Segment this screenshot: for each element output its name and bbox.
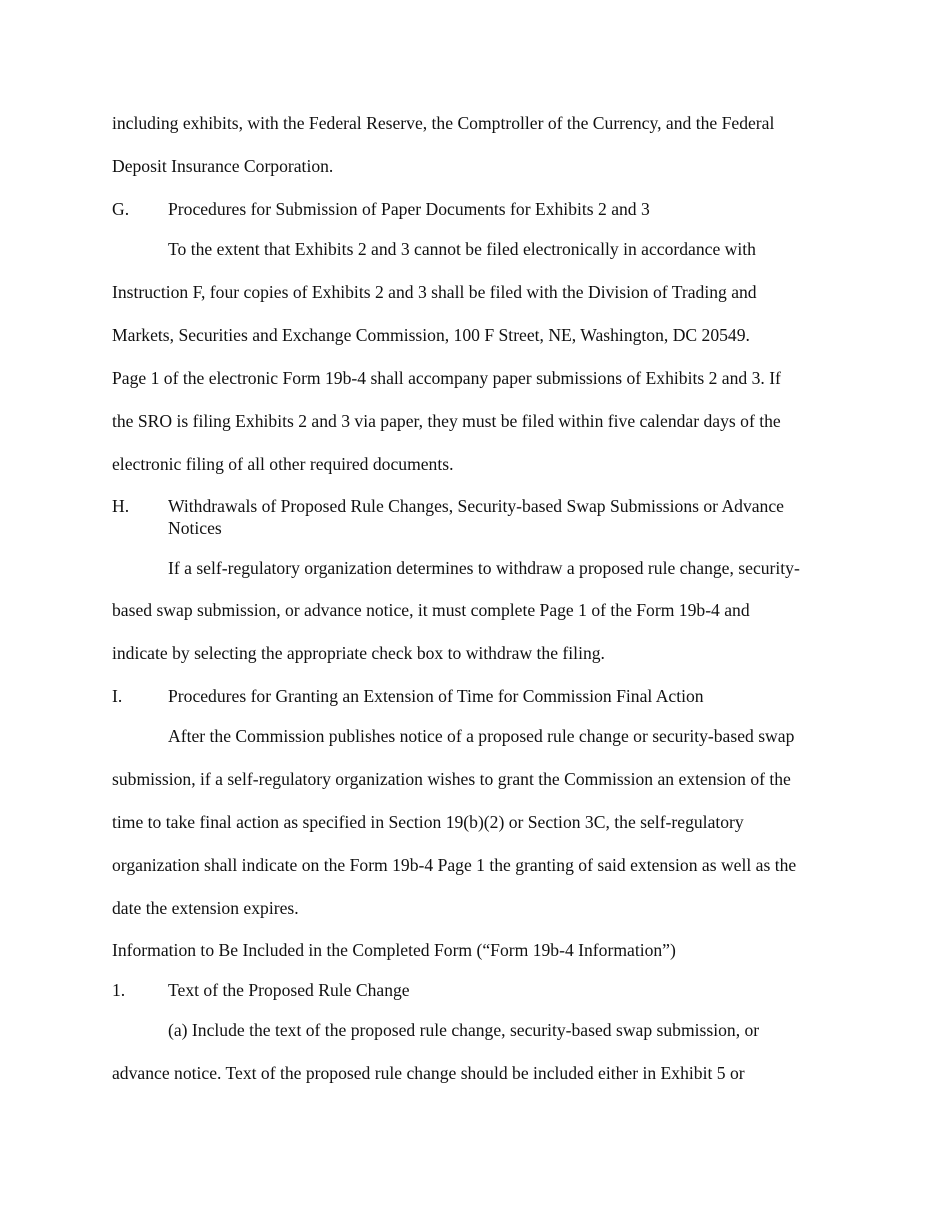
paragraph-line: organization shall indicate on the Form 19b-4 Page 1 the granting of said extension as well as the xyxy=(112,855,797,875)
paragraph-line: Markets, Securities and Exchange Commission, 100 F Street, NE, Washington, DC 20549. xyxy=(112,325,750,345)
section-h-label: H. xyxy=(112,496,130,516)
paragraph-line: Deposit Insurance Corporation. xyxy=(112,156,334,176)
paragraph-line: Page 1 of the electronic Form 19b-4 shall accompany paper submissions of Exhibits 2 and 3. If xyxy=(112,368,781,388)
section-g-label: G. xyxy=(112,199,130,219)
paragraph-line: advance notice. Text of the proposed rule change should be included either in Exhibit 5 or xyxy=(112,1063,745,1083)
section-1-label: 1. xyxy=(112,980,126,1000)
paragraph-line: indicate by selecting the appropriate check box to withdraw the filing. xyxy=(112,643,605,663)
paragraph-line: If a self-regulatory organization determines to withdraw a proposed rule change, security- xyxy=(168,558,800,578)
paragraph-line: based swap submission, or advance notice, it must complete Page 1 of the Form 19b-4 and xyxy=(112,600,750,620)
paragraph-line: including exhibits, with the Federal Reserve, the Comptroller of the Currency, and the Federal xyxy=(112,113,775,133)
info-heading: Information to Be Included in the Completed Form (“Form 19b-4 Information”) xyxy=(112,940,676,960)
section-h-heading: Withdrawals of Proposed Rule Changes, Security-based Swap Submissions or Advance xyxy=(168,496,784,516)
section-h-heading: Notices xyxy=(168,518,222,538)
section-1-heading: Text of the Proposed Rule Change xyxy=(168,980,410,1000)
section-i-heading: Procedures for Granting an Extension of Time for Commission Final Action xyxy=(168,686,704,706)
paragraph-line: the SRO is filing Exhibits 2 and 3 via paper, they must be filed within five calendar days of the xyxy=(112,411,781,431)
section-i-label: I. xyxy=(112,686,123,706)
paragraph-line: (a) Include the text of the proposed rule change, security-based swap submission, or xyxy=(168,1020,760,1040)
paragraph-line: date the extension expires. xyxy=(112,898,299,918)
paragraph-line: To the extent that Exhibits 2 and 3 cannot be filed electronically in accordance with xyxy=(168,239,756,259)
paragraph-line: After the Commission publishes notice of a proposed rule change or security-based swap xyxy=(168,726,795,746)
section-g-heading: Procedures for Submission of Paper Documents for Exhibits 2 and 3 xyxy=(168,199,650,219)
paragraph-line: time to take final action as specified in Section 19(b)(2) or Section 3C, the self-regulatory xyxy=(112,812,744,832)
paragraph-line: Instruction F, four copies of Exhibits 2 and 3 shall be filed with the Division of Trading and xyxy=(112,282,757,302)
paragraph-line: electronic filing of all other required documents. xyxy=(112,454,454,474)
paragraph-line: submission, if a self-regulatory organization wishes to grant the Commission an extension of the xyxy=(112,769,791,789)
